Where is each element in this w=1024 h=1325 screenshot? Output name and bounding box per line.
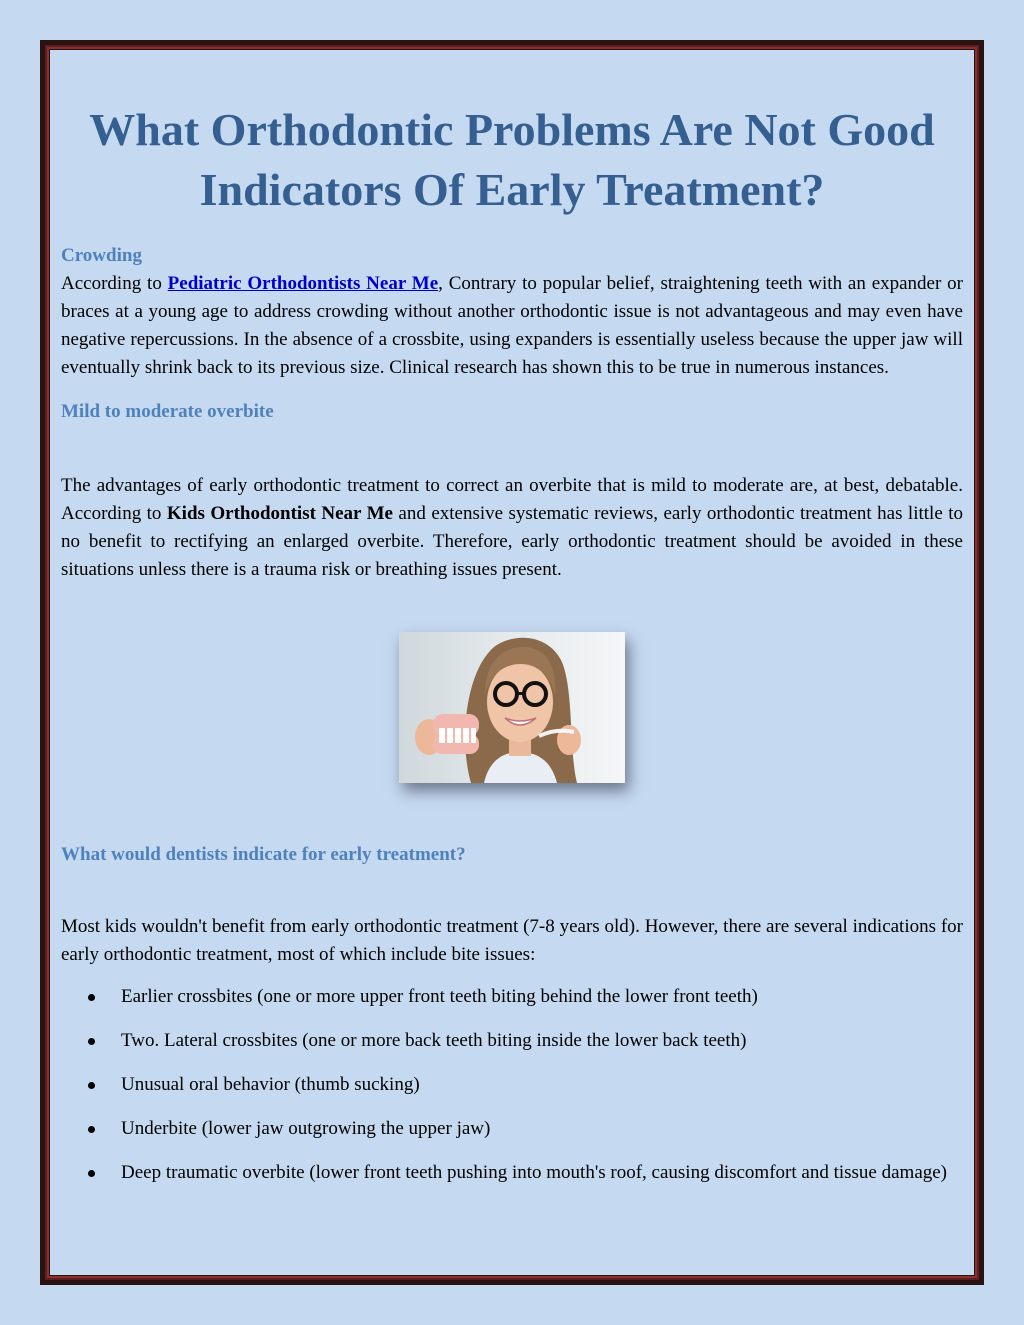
- list-item-text: Unusual oral behavior (thumb sucking): [121, 1074, 420, 1095]
- bullet-icon: [88, 1126, 95, 1133]
- pediatric-orthodontists-link[interactable]: Pediatric Orthodontists Near Me: [167, 273, 439, 294]
- crowding-paragraph: [61, 270, 963, 382]
- list-item-text: Earlier crossbites (one or more upper front teeth biting behind the lower front teeth): [121, 986, 758, 1007]
- crowding-intro: According to: [61, 273, 168, 294]
- kids-orthodontist-bold: Kids Orthodontist Near Me: [166, 503, 393, 524]
- list-item-text: Deep traumatic overbite (lower front teeth pushing into mouth's roof, causing discomfort and tissue damage): [121, 1162, 948, 1183]
- document-content: [61, 100, 963, 1203]
- list-item: [61, 983, 963, 1011]
- bullet-icon: [88, 1170, 95, 1177]
- dentists-heading: What would dentists indicate for early treatment?: [61, 844, 466, 865]
- overbite-heading: Mild to moderate overbite: [61, 401, 274, 422]
- list-item: [61, 1027, 963, 1055]
- indications-list: [61, 983, 963, 1187]
- list-item: [61, 1071, 963, 1099]
- page-title: What Orthodontic Problems Are Not Good Indicators Of Early Treatment?: [89, 104, 935, 215]
- overbite-paragraph: [61, 472, 963, 584]
- list-item-text: Underbite (lower jaw outgrowing the upper jaw): [121, 1118, 491, 1139]
- crowding-heading: Crowding: [61, 245, 142, 266]
- list-item: [61, 1115, 963, 1143]
- list-item-text: Two. Lateral crossbites (one or more back teeth biting inside the lower back teeth): [121, 1030, 747, 1051]
- dentists-paragraph: Most kids wouldn't benefit from early orthodontic treatment (7-8 years old). However, there are several indications for early orthodontic treatment, most of which include bite issues:: [61, 916, 963, 965]
- list-item: [61, 1159, 963, 1187]
- girl-holding-teeth-model-photo: [399, 632, 625, 783]
- crowding-body: , Contrary to popular belief, straightening teeth with an expander or braces at a young age to address crowding without another orthodontic issue is not advantageous and may even have negative repercussions. In the absence of a crossbite, using expanders is essentially useless because the upper jaw will eventually shrink back to its previous size. Clinical research has shown this to be true in numerous instances.: [61, 273, 963, 378]
- bullet-icon: [88, 1082, 95, 1089]
- bullet-icon: [88, 1038, 95, 1045]
- photo-icon: [399, 632, 625, 783]
- bullet-icon: [88, 994, 95, 1001]
- overbite-part1: The advantages of early orthodontic treatment to correct an overbite that is mild to moderate are, at best, debatable. According to: [61, 475, 963, 524]
- overbite-part2: and extensive systematic reviews, early orthodontic treatment has little to no benefit to rectifying an enlarged overbite. Therefore, early orthodontic treatment should be avoided in these situations unless there is a trauma risk or breathing issues present.: [61, 503, 963, 580]
